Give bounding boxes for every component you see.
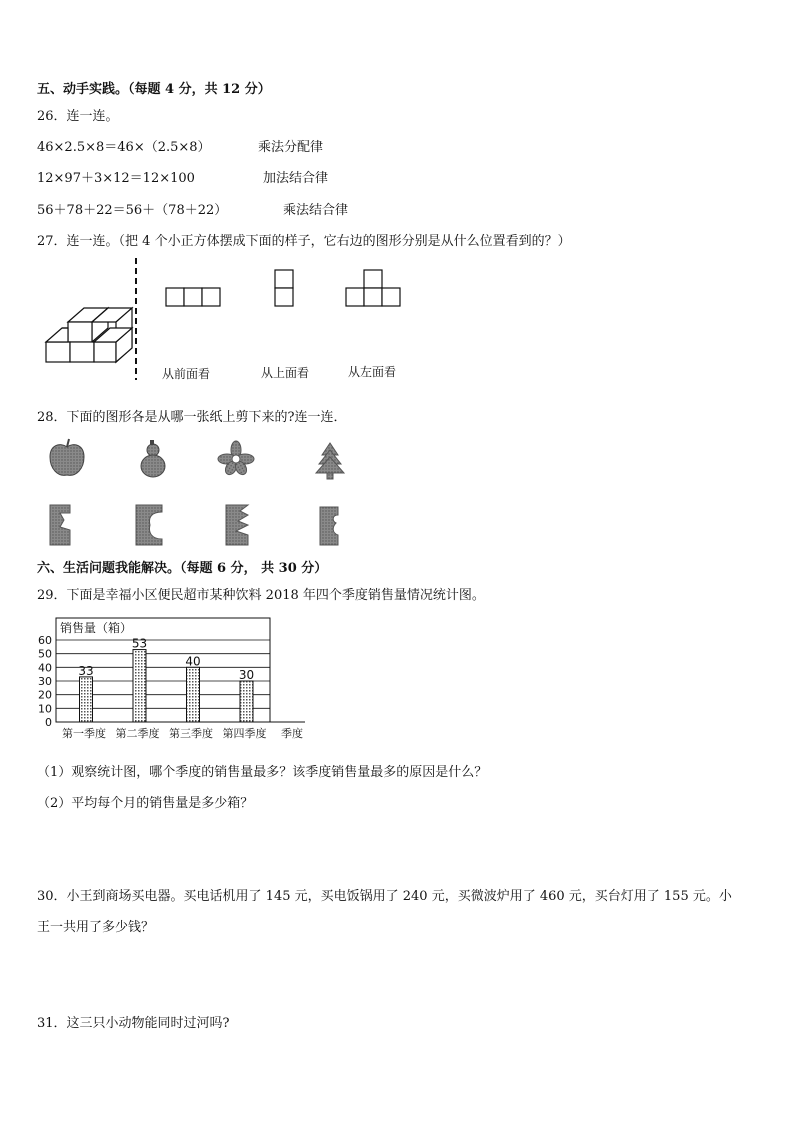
view-top-squares [275, 270, 293, 306]
gourd-shape [141, 440, 165, 477]
q29-subquestion-2: （2）平均每个月的销售量是多少箱？ [37, 796, 254, 811]
view-label-left: 从左面看 [348, 365, 397, 379]
chart-data-label: 30 [238, 668, 255, 682]
chart-y-tick-label: 0 [45, 716, 52, 729]
chart-bar [187, 667, 200, 722]
paper-e-apple [50, 505, 70, 545]
flower-shape [218, 441, 254, 477]
chart-y-tick-label: 30 [38, 675, 52, 688]
chart-y-tick-label: 20 [38, 688, 52, 702]
paper-c-flower [320, 507, 338, 545]
q26-equation-2: 12×97＋3×12＝12×100 [37, 171, 195, 186]
q26-equation-1: 46×2.5×8＝46×（2.5×8） [37, 140, 211, 155]
chart-x-axis-label: 季度 [281, 727, 303, 740]
view-front-squares [166, 288, 220, 306]
chart-x-tick-label: 第一季度 [62, 727, 106, 740]
view-left-squares [346, 270, 400, 306]
paper-c-gourd [136, 505, 162, 545]
chart-y-tick-label: 50 [38, 647, 52, 661]
chart-x-tick-label: 第四季度 [222, 727, 267, 740]
question-30-line-2: 王一共用了多少钱？ [37, 920, 155, 935]
question-28-title: 28．下面的图形各是从哪一张纸上剪下来的?连一连． [37, 410, 347, 425]
chart-data-label: 33 [78, 663, 94, 678]
cube-stack-figure [46, 308, 132, 362]
q26-law-3: 乘法结合律 [283, 203, 349, 218]
q28-figures [40, 435, 360, 550]
chart-bar [133, 650, 146, 722]
q26-law-1: 乘法分配律 [258, 140, 324, 155]
section-5-heading: 五、动手实践。（每题 4 分，共 12 分） [37, 82, 271, 97]
tree-shape [316, 443, 344, 479]
question-26-title: 26．连一连。 [37, 109, 119, 124]
view-label-front: 从前面看 [162, 367, 211, 381]
chart-data-label: 40 [185, 654, 201, 669]
apple-shape [50, 439, 84, 475]
question-31-title: 31．这三只小动物能同时过河吗? [37, 1016, 230, 1031]
q26-law-2: 加法结合律 [263, 171, 329, 186]
chart-y-tick-label: 60 [38, 634, 52, 647]
chart-x-tick-label: 第二季度 [115, 727, 160, 740]
question-30-line-1: 30．小王到商场买电器。买电话机用了 145 元，买电饭锅用了 240 元，买微波炉用了 460 元，买台灯用了 155 元。小 [37, 889, 732, 904]
chart-bar [240, 681, 253, 722]
chart-x-tick-label: 第三季度 [169, 727, 213, 740]
sales-bar-chart [30, 612, 320, 748]
q26-equation-3: 56＋78＋22＝56＋（78＋22） [37, 203, 228, 218]
chart-y-tick-label: 40 [38, 661, 52, 675]
chart-y-axis-label: 销售量（箱） [60, 621, 133, 635]
q29-subquestion-1: （1）观察统计图，哪个季度的销售量最多？该季度销售量最多的原因是什么？ [37, 765, 488, 780]
question-29-title: 29．下面是幸福小区便民超市某种饮料 2018 年四个季度销售量情况统计图。 [37, 588, 485, 603]
paper-e-tree [226, 505, 248, 545]
chart-y-tick-label: 10 [38, 702, 52, 716]
chart-bar [80, 677, 93, 722]
section-6-heading: 六、生活问题我能解决。（每题 6 分， 共 30 分） [37, 561, 328, 576]
chart-data-label: 53 [131, 636, 148, 651]
view-label-top: 从上面看 [261, 366, 310, 380]
question-27-title: 27．连一连。（把 4 个小正方体摆成下面的样子，它右边的图形分别是从什么位置看到的？） [37, 234, 571, 249]
